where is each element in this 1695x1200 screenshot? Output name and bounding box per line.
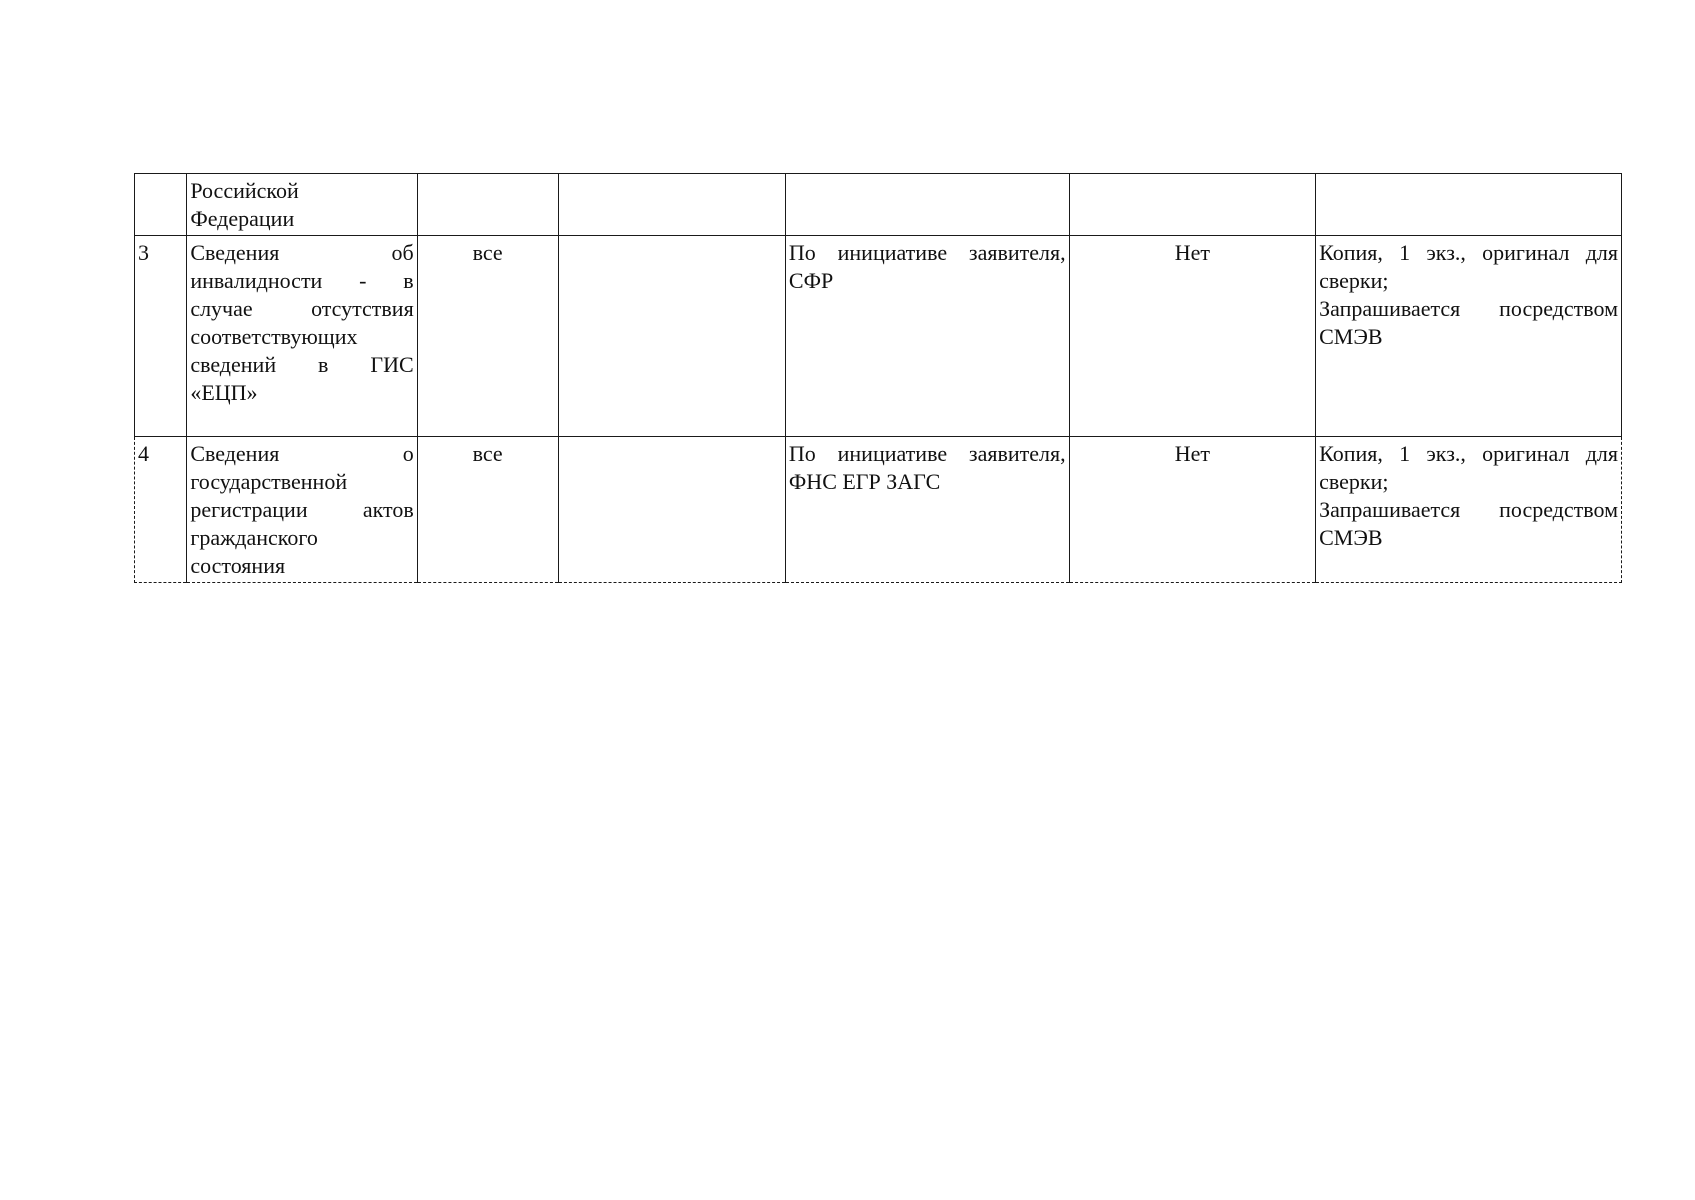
name-line: случае отсутствия xyxy=(190,296,414,321)
name-line: состояния xyxy=(190,553,286,578)
flag-text: Нет xyxy=(1174,240,1210,265)
flag-cell xyxy=(1069,174,1315,236)
name-line: Сведения об xyxy=(190,240,414,265)
name-line: сведений в ГИС xyxy=(190,352,414,377)
row-number-cell xyxy=(135,437,187,583)
document-name-cell xyxy=(187,174,417,236)
category-text: все xyxy=(472,441,503,466)
name-line: гражданского xyxy=(190,525,318,550)
name-line: «ЕЦП» xyxy=(190,380,258,405)
name-line: инвалидности - в xyxy=(190,268,414,293)
category-cell xyxy=(417,174,558,236)
note-cell xyxy=(1316,174,1622,236)
name-line: соответствующих xyxy=(190,324,358,349)
name-line: Федерации xyxy=(190,206,295,231)
documents-table xyxy=(134,173,1622,583)
source-cell xyxy=(785,236,1069,437)
document-name-cell xyxy=(187,437,417,583)
row-number-cell xyxy=(135,174,187,236)
category-cell xyxy=(417,437,558,583)
flag-text: Нет xyxy=(1174,441,1210,466)
source-cell xyxy=(785,174,1069,236)
empty-cell xyxy=(558,174,785,236)
note-paragraph: Копия, 1 экз., оригинал для сверки; xyxy=(1319,441,1618,494)
source-cell xyxy=(785,437,1069,583)
name-line: Российской xyxy=(190,178,299,203)
note-cell xyxy=(1316,236,1622,437)
source-text: По инициативе заявителя, СФР xyxy=(788,240,1066,293)
document-name-cell xyxy=(187,236,417,437)
note-paragraph: Копия, 1 экз., оригинал для сверки; xyxy=(1319,240,1618,293)
name-line: регистрации актов xyxy=(190,497,414,522)
empty-cell xyxy=(558,236,785,437)
note-paragraph: Запрашивается посредством СМЭВ xyxy=(1319,296,1618,349)
flag-cell xyxy=(1069,437,1315,583)
table-row xyxy=(135,174,1622,236)
row-number: 4 xyxy=(138,441,149,466)
name-line: государственной xyxy=(190,469,348,494)
name-line: Сведения о xyxy=(190,441,414,466)
row-number-cell xyxy=(135,236,187,437)
row-number: 3 xyxy=(138,240,149,265)
flag-cell xyxy=(1069,236,1315,437)
category-cell xyxy=(417,236,558,437)
table-row xyxy=(135,437,1622,583)
note-paragraph: Запрашивается посредством СМЭВ xyxy=(1319,497,1618,550)
empty-cell xyxy=(558,437,785,583)
note-cell xyxy=(1316,437,1622,583)
table-row xyxy=(135,236,1622,437)
category-text: все xyxy=(472,240,503,265)
source-text: По инициативе заявителя, ФНС ЕГР ЗАГС xyxy=(788,441,1066,494)
